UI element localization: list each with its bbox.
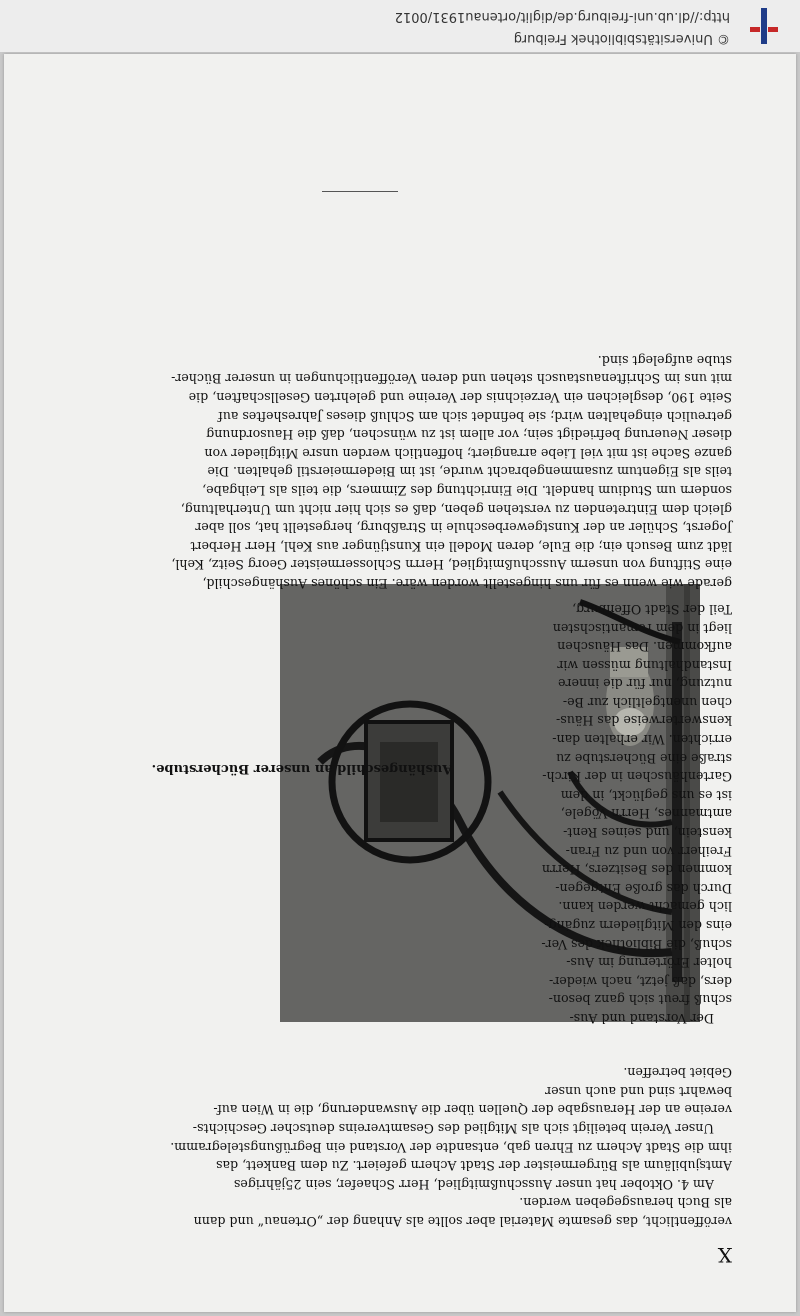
text-line: teils als Eigentum zusammengebracht wurde, ist im Biedermeierstil gehalten. Die: [207, 464, 732, 480]
text-line: Gartenhäuschen in der Kirch-: [542, 769, 732, 785]
text-line: eine Stiftung von unserm Ausschußmitglied, Herrn Schlossermeister Georg Seitz, Kehl,: [171, 557, 732, 573]
text-line: sondern um Studium handelt. Die Einrichtung des Zimmers, die teils als Leihgabe,: [202, 483, 732, 499]
text-line: holter Erörterung im Aus-: [566, 955, 732, 971]
text-line: amtmannes, Herrn Vögele,: [560, 806, 732, 822]
copyright-notice: © Universitätsbibliothek Freiburg: [513, 31, 730, 46]
text-line: gleich dem Eintretenden zu verstehen geben, daß es sich hier nicht um Unterhaltung,: [180, 501, 732, 517]
text-line: kenswerterweise das Häus-: [556, 713, 732, 729]
text-line: dieser Neuerung befriedigt sein; vor allem ist zu wünschen, daß die Hausordnung: [206, 427, 732, 443]
text-line: Am 4. Oktober hat unser Ausschußmitglied, Herr Schaefer, sein 25jähriges: [233, 1176, 714, 1192]
text-line: ihm die Stadt Achern zu Ehren gab, entsandte der Vorstand ein Begrüßungstelegramm.: [170, 1139, 732, 1155]
text-line: lich gemacht werden kann.: [558, 899, 732, 915]
text-line: straße eine Bücherstube zu: [556, 750, 732, 766]
text-line: schuß freut sich ganz beson-: [548, 992, 732, 1008]
text-line: Der Vorstand und Aus-: [569, 1011, 714, 1026]
text-line: kommen des Besitzers, Herrn: [541, 862, 732, 878]
text-line: Instandhaltung müssen wir: [557, 657, 732, 673]
text-line: Unser Verein beteiligt sich als Mitglied des Gesamtvereins deutscher Geschichts-: [192, 1121, 714, 1137]
text-line: kenstein, und seines Rent-: [563, 825, 732, 841]
text-line: Gebiet betreffen.: [623, 1065, 732, 1081]
text-line: lädt zum Besuch ein; die Eule, deren Modell ein Kunstjünger aus Kehl, Herr Herbert: [190, 538, 732, 554]
text-line: als Buch herausgegeben werden.: [519, 1195, 732, 1211]
text-line: eins den Mitgliedern zugäng-: [544, 918, 732, 934]
ub-freiburg-logo: [746, 8, 782, 44]
text-line: aufkommen. Das Häuschen: [557, 639, 732, 655]
text-line: liegt in dem romantischsten: [552, 620, 732, 636]
scanned-page: [4, 54, 796, 1312]
section-divider: [322, 191, 398, 192]
text-line: Jogerst, Schüler an der Kunstgewerbeschule in Straßburg, hergestellt hat, soll aber: [195, 520, 732, 536]
text-line: ganze Sache ist mit viel Liebe arrangiert; hoffentlich werden unsre Mitglieder von: [204, 445, 732, 461]
text-line: errichten. Wir erhalten dan-: [552, 732, 732, 748]
text-line: Seite 190, desgleichen ein Verzeichnis der Vereine und gelehrten Gesellschaften, die: [188, 390, 732, 406]
text-line: Freiherr von und zu Fran-: [565, 843, 732, 859]
figure-caption: Aushängeschild an unserer Bücherstube.: [151, 761, 453, 776]
permalink-url[interactable]: http://dl.ub.uni-freiburg.de/diglit/ortenau1931/0012: [394, 9, 730, 24]
lower-paragraph: [100, 350, 732, 592]
library-header-bar: [0, 0, 800, 52]
text-line: Durch das große Entgegen-: [555, 880, 732, 896]
right-wrapped-column: [512, 599, 732, 1027]
text-line: stube aufgelegt sind.: [597, 352, 732, 368]
intro-paragraphs: [100, 1063, 732, 1230]
text-line: chen unentgeltlich zur Be-: [562, 694, 732, 710]
text-line: vereine an der Herausgabe der Quellen über die Auswanderung, die in Wien auf-: [213, 1102, 732, 1118]
page-number: X: [717, 1243, 732, 1267]
text-line: veröffentlicht, das gesamte Material aber sollte als Anhang der „Ortenau“ und dann: [193, 1214, 732, 1229]
text-line: ders, daß jetzt, nach wieder-: [549, 973, 732, 989]
text-line: ist es uns geglückt, in dem: [560, 787, 732, 803]
text-line: gerade wie wenn es für uns hingestellt worden wäre. Ein schönes Aushängeschild,: [202, 576, 732, 591]
text-line: bewahrt sind und auch unser: [545, 1083, 732, 1099]
text-line: schuß, die Bibliothek des Ver-: [541, 936, 732, 952]
text-line: Amtsjubiläum als Bürgermeister der Stadt Achern gefeiert. Zu dem Bankett, das: [216, 1158, 732, 1174]
text-line: Teil der Stadt Offenburg,: [572, 601, 732, 617]
text-line: getreulich eingehalten wird; sie befindet sich am Schluß dieses Jahresheftes auf: [218, 408, 732, 424]
text-line: mit uns im Schriftenaustausch stehen und deren Veröffentlichungen in unserer Bücher-: [171, 371, 732, 387]
text-line: nutzung, nur für die innere: [558, 676, 732, 692]
